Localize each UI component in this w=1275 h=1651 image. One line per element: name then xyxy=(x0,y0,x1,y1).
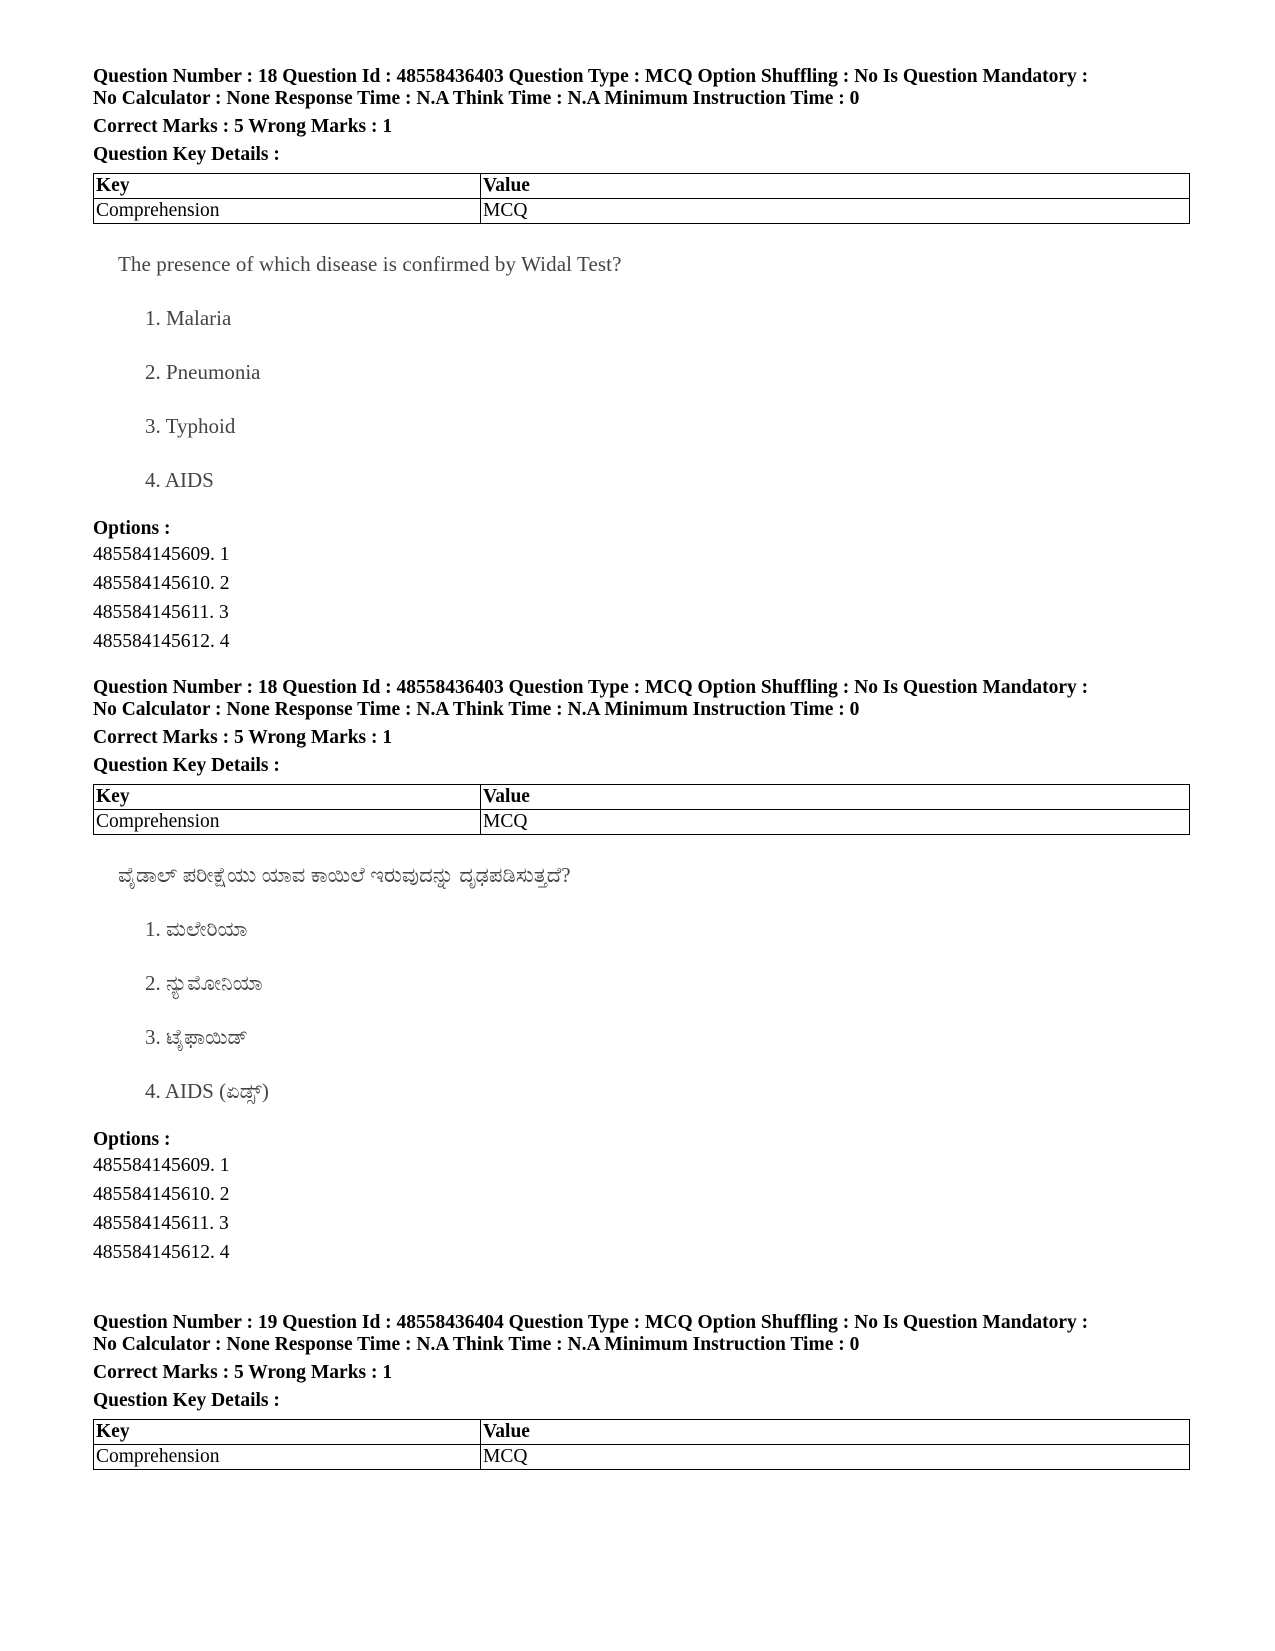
key-details-label: Question Key Details : xyxy=(93,1390,280,1411)
key-details-label: Question Key Details : xyxy=(93,755,280,776)
choice-item: 3. ಟೈಫಾಯಿಡ್ xyxy=(145,1025,248,1049)
option-line: 485584145610. 2 xyxy=(93,573,230,594)
key-details-table xyxy=(93,1419,1190,1470)
question-meta-line1: Question Number : 18 Question Id : 48558436403 Question Type : MCQ Option Shuffling : No Is Question Mandatory : xyxy=(93,677,1089,698)
table-cell-key: Comprehension xyxy=(94,199,481,224)
option-line: 485584145609. 1 xyxy=(93,544,230,565)
table-row xyxy=(94,1445,1190,1470)
key-details-label: Question Key Details : xyxy=(93,144,280,165)
question-image xyxy=(118,246,1190,498)
question-text: ವೈಡಾಲ್ ಪರೀಕ್ಷೆಯು ಯಾವ ಕಾಯಿಲೆ ಇರುವುದನ್ನು ದೃಢಪಡಿಸುತ್ತದೆ? xyxy=(118,863,571,887)
choice-item: 4. AIDS xyxy=(145,468,214,492)
key-details-table xyxy=(93,784,1190,835)
choice-item: 4. AIDS (ಏಡ್ಸ್) xyxy=(145,1079,269,1103)
table-header-row xyxy=(94,174,1190,199)
marks-line: Correct Marks : 5 Wrong Marks : 1 xyxy=(93,1362,393,1383)
question-meta-line1: Question Number : 18 Question Id : 48558436403 Question Type : MCQ Option Shuffling : No Is Question Mandatory : xyxy=(93,66,1089,87)
option-line: 485584145610. 2 xyxy=(93,1184,230,1205)
table-cell-key: Comprehension xyxy=(94,810,481,835)
option-line: 485584145609. 1 xyxy=(93,1155,230,1176)
question-block-3 xyxy=(93,1312,1190,1470)
choice-item: 2. ನ್ಯುಮೋನಿಯಾ xyxy=(145,971,263,995)
question-meta-line2: No Calculator : None Response Time : N.A Think Time : N.A Minimum Instruction Time : 0 xyxy=(93,1334,860,1355)
question-text: The presence of which disease is confirmed by Widal Test? xyxy=(118,252,622,276)
choice-item: 1. ಮಲೇರಿಯಾ xyxy=(145,917,248,941)
option-line: 485584145611. 3 xyxy=(93,1213,229,1234)
table-cell-value: MCQ xyxy=(481,1445,1190,1470)
table-cell-key: Comprehension xyxy=(94,1445,481,1470)
option-line: 485584145612. 4 xyxy=(93,1242,230,1263)
table-header-row xyxy=(94,1420,1190,1445)
choice-item: 3. Typhoid xyxy=(145,414,236,438)
marks-line: Correct Marks : 5 Wrong Marks : 1 xyxy=(93,727,393,748)
options-label: Options : xyxy=(93,1129,171,1150)
table-header-key: Key xyxy=(94,174,481,199)
choice-item: 2. Pneumonia xyxy=(145,360,261,384)
options-label: Options : xyxy=(93,518,171,539)
question-image xyxy=(118,857,1190,1109)
table-header-row xyxy=(94,785,1190,810)
table-row xyxy=(94,810,1190,835)
option-line: 485584145611. 3 xyxy=(93,602,229,623)
question-meta-line1: Question Number : 19 Question Id : 48558436404 Question Type : MCQ Option Shuffling : No Is Question Mandatory : xyxy=(93,1312,1089,1333)
table-header-key: Key xyxy=(94,785,481,810)
table-header-value: Value xyxy=(481,174,1190,199)
table-cell-value: MCQ xyxy=(481,810,1190,835)
question-block-2 xyxy=(93,677,1190,1267)
question-meta-line2: No Calculator : None Response Time : N.A Think Time : N.A Minimum Instruction Time : 0 xyxy=(93,699,860,720)
key-details-table xyxy=(93,173,1190,224)
table-cell-value: MCQ xyxy=(481,199,1190,224)
table-header-key: Key xyxy=(94,1420,481,1445)
option-line: 485584145612. 4 xyxy=(93,631,230,652)
table-row xyxy=(94,199,1190,224)
choice-item: 1. Malaria xyxy=(145,306,232,330)
question-block-1 xyxy=(93,66,1190,656)
table-header-value: Value xyxy=(481,1420,1190,1445)
question-meta-line2: No Calculator : None Response Time : N.A Think Time : N.A Minimum Instruction Time : 0 xyxy=(93,88,860,109)
marks-line: Correct Marks : 5 Wrong Marks : 1 xyxy=(93,116,393,137)
table-header-value: Value xyxy=(481,785,1190,810)
